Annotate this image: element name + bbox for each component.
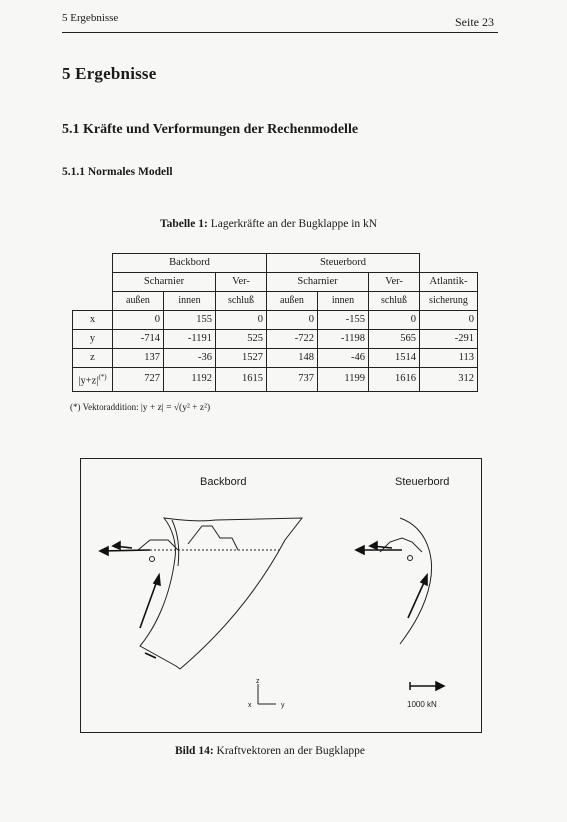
- table-cell: -155: [318, 311, 369, 330]
- row-label-footnote-mark: (*): [98, 373, 107, 381]
- header-steuerbord: Steuerbord: [267, 254, 420, 273]
- table-header-row-2: [73, 273, 478, 292]
- table-cell: -714: [113, 330, 164, 349]
- table-cell: 148: [267, 349, 318, 368]
- header-ver-sb: Ver-: [369, 273, 420, 292]
- figure-label-steuerbord: Steuerbord: [395, 476, 450, 488]
- table-cell: 1192: [164, 368, 216, 392]
- table-cell: 312: [420, 368, 478, 392]
- steuerbord-bearing-point: [408, 556, 413, 561]
- chapter-heading: 5 Ergebnisse: [62, 64, 157, 83]
- figure-caption-text: Kraftvektoren an der Bugklappe: [216, 745, 366, 757]
- backbord-vector-inner-head: [113, 542, 120, 549]
- table-cell: -291: [420, 330, 478, 349]
- table-caption-label: Tabelle 1:: [160, 218, 208, 230]
- table-cell: 1616: [369, 368, 420, 392]
- header-schluss-bb: schluß: [216, 292, 267, 311]
- table-row: [73, 330, 478, 349]
- header-ver-bb: Ver-: [216, 273, 267, 292]
- table-cell: 1514: [369, 349, 420, 368]
- backbord-bearing-point: [150, 557, 155, 562]
- section-heading: 5.1 Kräfte und Verformungen der Rechenmodelle: [62, 122, 359, 137]
- header-backbord: Backbord: [113, 254, 267, 273]
- table-footnote: [70, 402, 210, 413]
- footnote-formula: |y + z| = √(y² + z²): [140, 403, 211, 413]
- steuerbord-vector-lock-head: [421, 575, 427, 585]
- header-scharnier-bb: Scharnier: [113, 273, 216, 292]
- table-cell: 1199: [318, 368, 369, 392]
- table-cell: 727: [113, 368, 164, 392]
- header-innen-bb: innen: [164, 292, 216, 311]
- axis-label-y: y: [281, 702, 285, 709]
- header-atlantik: Atlantik-: [420, 273, 478, 292]
- backbord-hinge-inner: [188, 526, 238, 550]
- table-cell: 0: [267, 311, 318, 330]
- row-label-text: |y+z|: [78, 375, 99, 387]
- backbord-vector-outer-head: [100, 547, 108, 555]
- header-divider: [62, 32, 498, 33]
- running-header-left: 5 Ergebnisse: [62, 12, 119, 24]
- table-cell: 1527: [216, 349, 267, 368]
- steuerbord-vector-inner-head: [370, 542, 377, 549]
- table-row: [73, 368, 478, 392]
- header-aussen-sb: außen: [267, 292, 318, 311]
- row-label: z: [73, 349, 113, 368]
- table-cell: 0: [216, 311, 267, 330]
- table-cell: -1191: [164, 330, 216, 349]
- force-vector-diagram: [80, 458, 482, 733]
- table-cell: 525: [216, 330, 267, 349]
- footnote-text: (*) Vektoraddition:: [70, 402, 139, 412]
- table-cell: 155: [164, 311, 216, 330]
- backbord-vector-outer: [102, 550, 150, 551]
- header-aussen-bb: außen: [113, 292, 164, 311]
- scale-label: 1000 kN: [407, 700, 437, 709]
- backbord-door-inner-edge: [172, 520, 179, 566]
- table-header-row-1: [73, 254, 478, 273]
- axis-label-x: x: [248, 702, 252, 709]
- header-schluss-sb: schluß: [369, 292, 420, 311]
- table-cell: -36: [164, 349, 216, 368]
- backbord-vector-atlantik-head: [154, 575, 160, 585]
- table-cell: 0: [369, 311, 420, 330]
- header-sicherung: sicherung: [420, 292, 478, 311]
- scale-bar-arrowhead: [436, 682, 444, 690]
- row-label: [73, 368, 113, 392]
- backbord-door-outline: [140, 518, 302, 669]
- table-cell: -1198: [318, 330, 369, 349]
- subsection-heading: 5.1.1 Normales Modell: [62, 166, 173, 178]
- header-innen-sb: innen: [318, 292, 369, 311]
- table-cell: 0: [113, 311, 164, 330]
- running-header-page: Seite 23: [455, 15, 494, 29]
- table-caption-text: Lagerkräfte an der Bugklappe in kN: [210, 218, 378, 230]
- steuerbord-vector-outer-head: [356, 546, 364, 554]
- figure-label-backbord: Backbord: [200, 476, 247, 488]
- table-cell: 565: [369, 330, 420, 349]
- figure-caption: [175, 745, 365, 757]
- row-label: y: [73, 330, 113, 349]
- table-cell: 137: [113, 349, 164, 368]
- backbord-vector-atlantik: [140, 578, 158, 628]
- table-row: [73, 349, 478, 368]
- table-cell: -722: [267, 330, 318, 349]
- figure-caption-label: Bild 14:: [175, 745, 214, 757]
- bearing-forces-table: [72, 253, 478, 392]
- backbord-hinge-outer: [138, 540, 178, 550]
- row-label: x: [73, 311, 113, 330]
- header-scharnier-sb: Scharnier: [267, 273, 369, 292]
- table-cell: 113: [420, 349, 478, 368]
- table-caption: [160, 218, 377, 230]
- table-cell: 737: [267, 368, 318, 392]
- table-cell: 1615: [216, 368, 267, 392]
- table-cell: -46: [318, 349, 369, 368]
- table-cell: 0: [420, 311, 478, 330]
- table-header-row-3: [73, 292, 478, 311]
- axis-label-z: z: [256, 678, 260, 685]
- table-row: [73, 311, 478, 330]
